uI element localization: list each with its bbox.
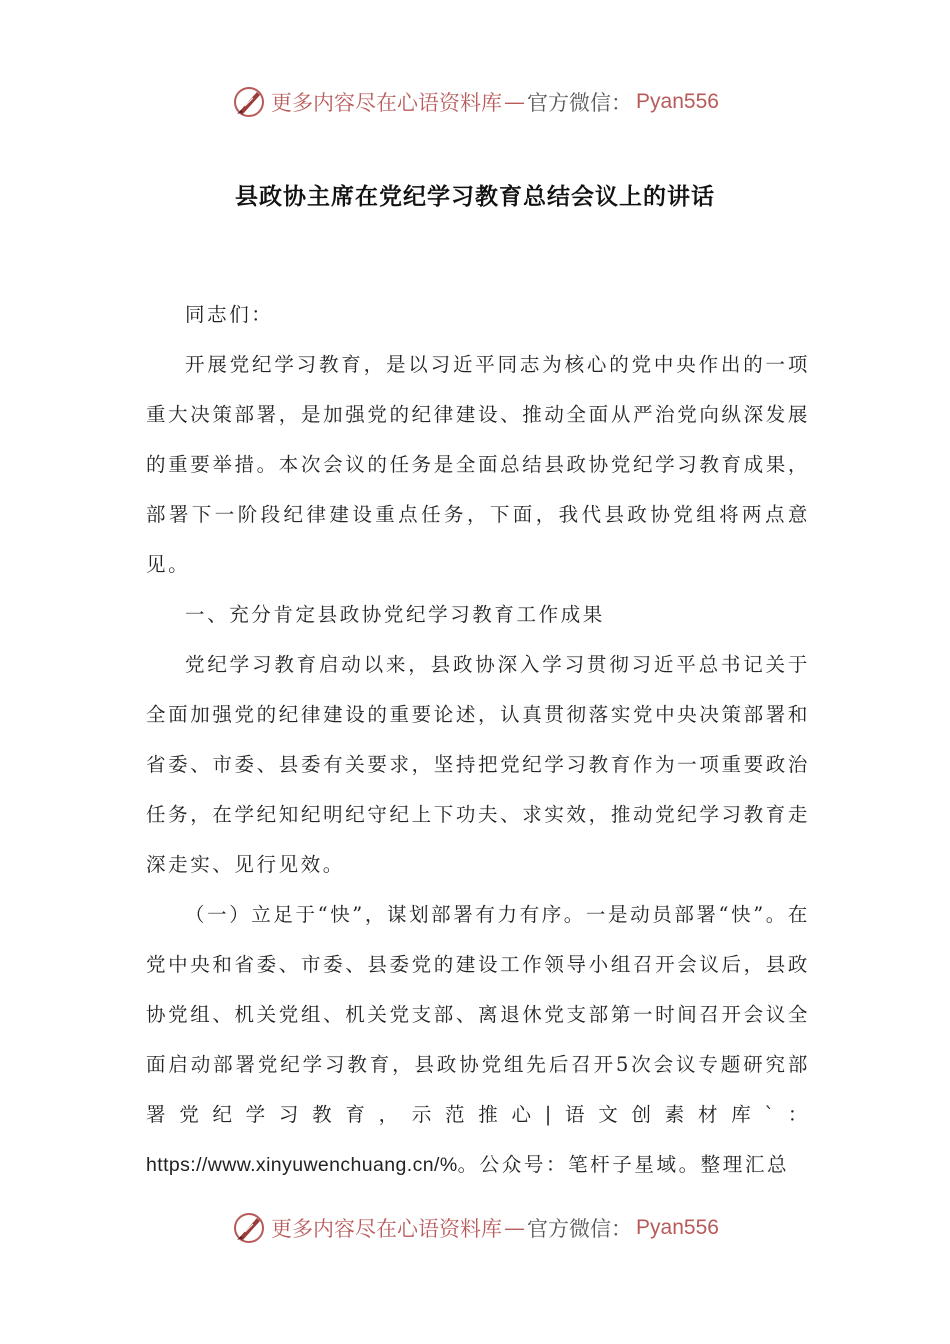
banner-text: 更多内容尽在心语资料库	[271, 91, 503, 115]
document-body	[146, 290, 810, 1190]
banner-wechat-label: 官方微信：	[527, 1217, 633, 1241]
paragraph-intro: 开展党纪学习教育，是以习近平同志为核心的党中央作出的一项重大决策部署，是加强党的纪律建设、推动全面从严治党向纵深发展的重要举措。本次会议的任务是全面总结县政协党纪学习教育成果，部署下一阶段纪律建设重点任务，下面，我代县政协党组将两点意见。	[146, 353, 810, 576]
banner-wechat-label: 官方微信：	[527, 91, 633, 115]
footer-banner	[0, 1208, 950, 1248]
section-heading-1: 一、充分肯定县政协党纪学习教育工作成果	[185, 603, 605, 626]
banner-dash: —	[504, 1216, 526, 1240]
header-banner	[0, 82, 950, 122]
banner-wechat-id: Pyan556	[636, 1216, 719, 1239]
document-title: 县政协主席在党纪学习教育总结会议上的讲话	[235, 184, 715, 210]
quill-pen-logo-icon	[231, 1210, 267, 1246]
subsection-1-text: （一）立足于“快”，谋划部署有力有序。一是动员部署“快”。在党中央和省委、市委、县委党的建设工作领导小组召开会议后，县政协党组、机关党组、机关党支部、离退休党支部第一时间召开会议全面启动部署党纪学习教育，县政协党组先后召开5次会议专题研究部署党纪学习教育，示范推心|语文创素材库`：	[146, 903, 810, 1126]
banner-text: 更多内容尽在心语资料库	[271, 1217, 503, 1241]
source-url: https://www.xinyuwenchuang.cn/%	[146, 1154, 458, 1176]
subsection-1-tail: 。公众号：笔杆子星域。整理汇总	[457, 1153, 790, 1176]
banner-wechat-id: Pyan556	[636, 90, 719, 113]
paragraph-subsection-1	[146, 890, 810, 1190]
paragraph-section-1: 党纪学习教育启动以来，县政协深入学习贯彻习近平总书记关于全面加强党的纪律建设的重要论述，认真贯彻落实党中央决策部署和省委、市委、县委有关要求，坚持把党纪学习教育作为一项重要政治任务，在学纪知纪明纪守纪上下功夫、求实效，推动党纪学习教育走深走实、见行见效。	[146, 653, 810, 876]
salutation: 同志们：	[185, 303, 274, 326]
banner-dash: —	[504, 90, 526, 114]
quill-pen-logo-icon	[231, 84, 267, 120]
